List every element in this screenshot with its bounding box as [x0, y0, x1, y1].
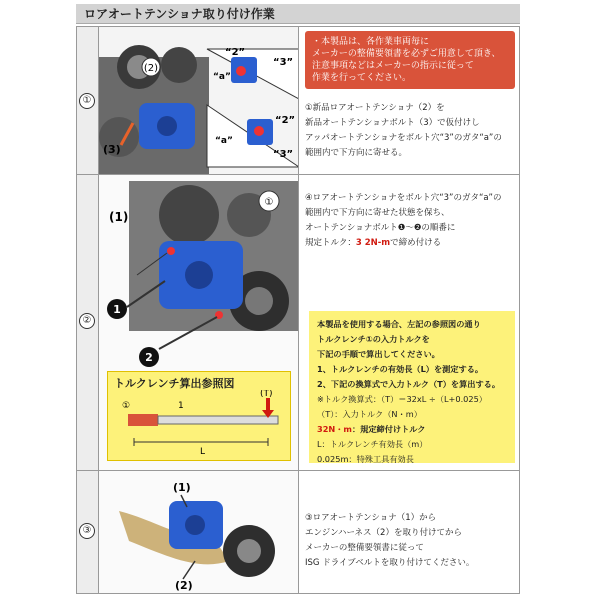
step-row-1: [77, 27, 519, 175]
hole-3-label: “3”: [273, 57, 294, 68]
torque-spec: 規定トルク：3 2N-mで締め付ける: [305, 238, 442, 248]
bolt-1-marker: 1: [113, 303, 121, 316]
torque-calc-reference: [107, 371, 291, 461]
hole-3b-label: “3”: [273, 149, 294, 160]
t-label: (T): [260, 390, 273, 399]
gap-a-label: “a”: [213, 72, 231, 82]
step-2-illustration: [99, 175, 299, 470]
calc-one: 1: [178, 401, 184, 411]
instruction-table: [76, 26, 520, 594]
step-1-illustration: [99, 27, 299, 174]
label-2: (2): [175, 579, 193, 592]
tensioner-install-diagram: [99, 27, 299, 174]
hole-2-label: “2”: [225, 47, 246, 58]
circle-1-label: ①: [264, 197, 274, 208]
label-1: (1): [109, 210, 129, 224]
step-2-text: ④ロアオートテンショナをボルト穴“3”のガタ“a”の 範囲内で下方向に寄せた状態を保ち、 オートテンショナボルト❶～❷の順番に 規定トルク：3 2N-mで締め付ける: [305, 191, 515, 251]
hole-2b-label: “2”: [275, 115, 296, 126]
label-2: (2): [143, 63, 159, 74]
label-1: (1): [173, 481, 191, 494]
page-title: ロアオートテンショナ取り付け作業: [76, 4, 520, 24]
step-number: ③: [79, 523, 95, 539]
step-number: ②: [79, 313, 95, 329]
step-row-2: [77, 175, 519, 471]
warning-box: ・本製品は、各作業車両毎に メーカーの整備要領書を必ずご用意して頂き、 注意事項などはメーカーの指示に従って 作業を行ってください。: [305, 31, 515, 89]
harness-install-diagram: [99, 471, 299, 593]
step-1-text: ①新品ロアオートテンショナ（2）を 新品オートテンショナボルト（3）で仮付けし アッパオートテンショナをボルト穴“3”のガタ“a”の 範囲内で下方向に寄せる。: [305, 103, 502, 158]
l-label: L: [200, 447, 206, 457]
torque-note-box: 本製品を使用する場合、左記の参照図の通り トルクレンチ①の入力トルクを 下記の手順で算出してください。 1、トルクレンチの有効長（L）を測定する。 2、下記の換算式で入力トルク（T）を算出する。 ※トルク換算式：（T）＝32xL ÷（L+0.025） （T）：入力トルク（N・m） 32N・m：規定締付けトルク L：トルクレンチ有効長（m） 0.025m：特殊工具有効長: [309, 311, 515, 463]
step-3-illustration: [99, 471, 299, 593]
torque-wrench-diagram: [108, 390, 292, 462]
step-row-3: [77, 471, 519, 593]
calc-title: トルクレンチ算出参照図: [114, 377, 235, 390]
gap-ab-label: “a”: [215, 136, 233, 146]
step-number: ①: [79, 93, 95, 109]
label-3: (3): [103, 143, 121, 156]
step-3-text: ③ロアオートテンショナ（1）から エンジンハーネス（2）を取り付けてから メーカーの整備要領書に従って ISG ドライブベルトを取り付けてください。: [305, 513, 475, 568]
calc-circle-1: ①: [122, 401, 131, 411]
torque-value: 3 2N-m: [355, 238, 391, 248]
bolt-2-marker: 2: [145, 351, 153, 364]
